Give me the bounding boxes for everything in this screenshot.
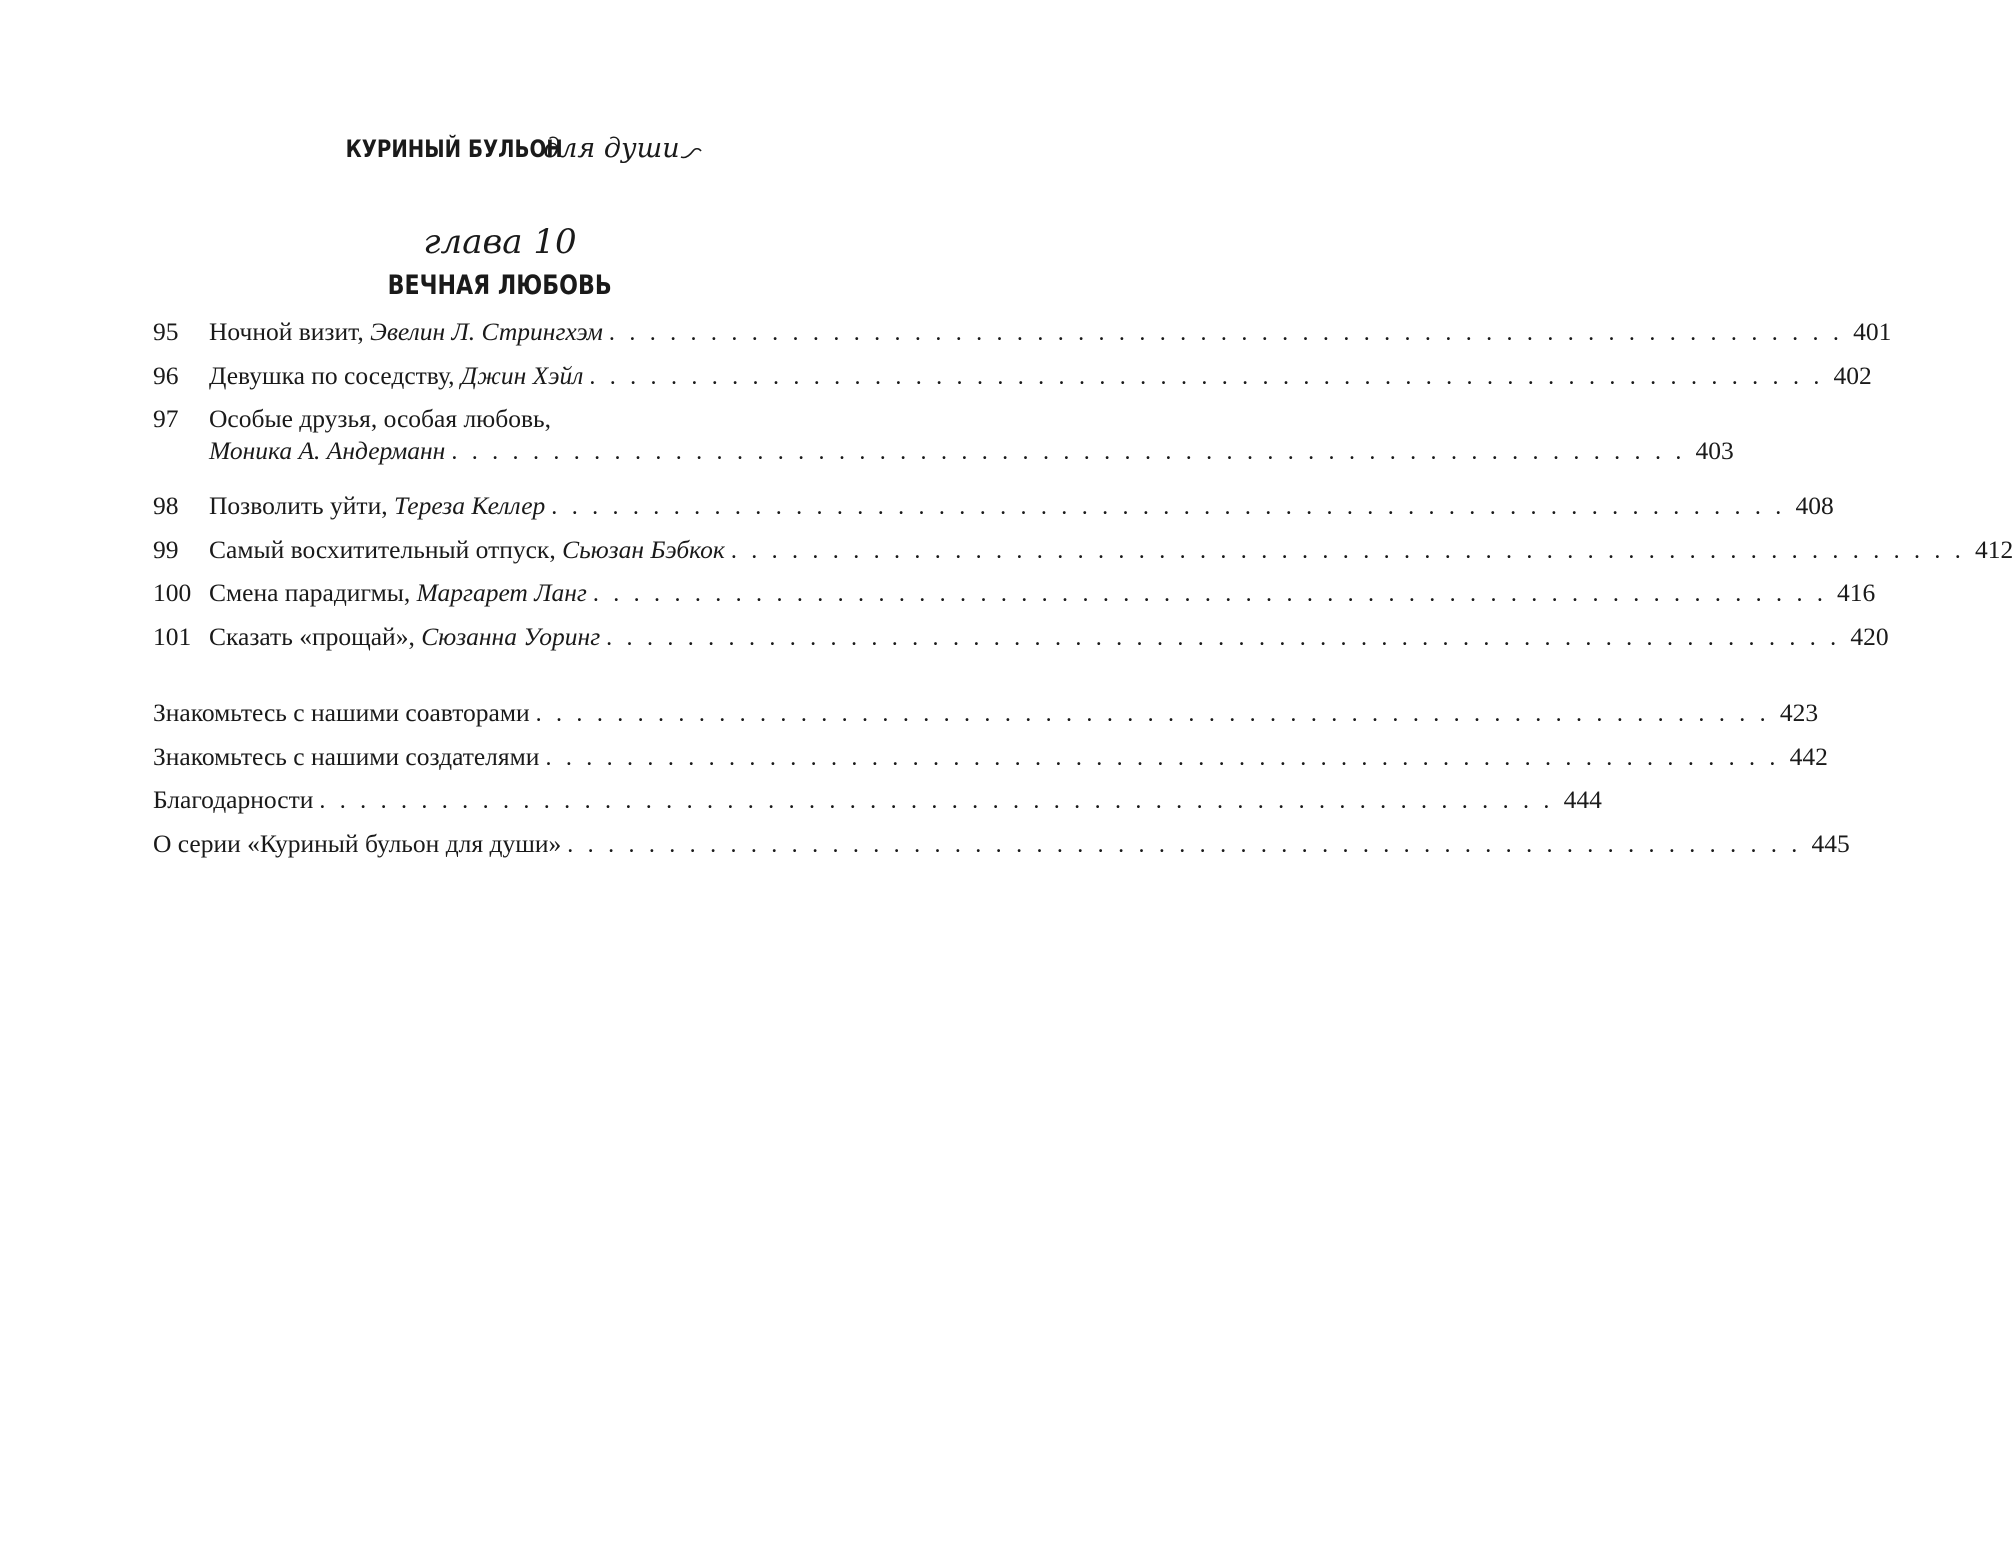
toc-entry[interactable]	[153, 621, 1889, 665]
leader-dots: . . . . . . . . . . . . . . . . . . . . . . . . . . . . . . . . . . . . . . . . . . . . . . . . . . . . . . . . . . . . .	[608, 320, 1844, 346]
running-head-caps: КУРИНЫЙ БУЛЬОН	[346, 135, 564, 163]
story-title: Самый восхитительный отпуск, Сьюзан Бэбкок	[209, 534, 725, 564]
back-matter-title: О серии «Куриный бульон для души»	[153, 828, 562, 858]
back-matter-list	[153, 697, 1850, 871]
leader-dots: . . . . . . . . . . . . . . . . . . . . . . . . . . . . . . . . . . . . . . . . . . . . . . . . . . . . . . . . . . . . .	[451, 439, 1686, 465]
story-number: 96	[153, 360, 179, 390]
toc-entry[interactable]	[153, 316, 1892, 360]
story-title: Ночной визит, Эвелин Л. Стрингхэм	[209, 317, 603, 346]
back-matter-title: Благодарности	[153, 785, 314, 814]
page-number: 442	[1789, 741, 1828, 771]
story-title: Сказать «прощай», Сюзанна Уоринг	[209, 621, 601, 651]
back-matter-title: Знакомьтесь с нашими соавторами	[153, 698, 530, 727]
leader-dots: . . . . . . . . . . . . . . . . . . . . . . . . . . . . . . . . . . . . . . . . . . . . . . . . . . . . . . . . . . . . .	[535, 701, 1770, 727]
back-matter-title: Знакомьтесь с нашими создателями	[153, 741, 540, 771]
page-number: 402	[1833, 360, 1872, 390]
back-matter-entry[interactable]	[153, 697, 1819, 741]
story-title: Девушка по соседству, Джин Хэйл	[209, 360, 584, 390]
story-title: Особые друзья, особая любовь,	[209, 404, 551, 433]
running-head	[0, 133, 1000, 164]
story-number: 95	[153, 317, 179, 346]
story-author: Сьюзан Бэбкок	[562, 534, 725, 564]
page-number: 423	[1779, 698, 1819, 727]
toc-entry[interactable]	[153, 403, 1734, 490]
leader-dots: . . . . . . . . . . . . . . . . . . . . . . . . . . . . . . . . . . . . . . . . . . . . . . . . . . . . . . . . . . . . .	[545, 744, 1780, 771]
chapter-number: глава 10	[423, 222, 577, 262]
leader-dots: . . . . . . . . . . . . . . . . . . . . . . . . . . . . . . . . . . . . . . . . . . . . . . . . . . . . . . . . . . . . .	[567, 831, 1802, 858]
story-author: Моника А. Андерманн	[209, 436, 446, 465]
chapter-title-text: ВЕЧНАЯ ЛЮБОВЬ	[387, 270, 613, 301]
leader-dots: . . . . . . . . . . . . . . . . . . . . . . . . . . . . . . . . . . . . . . . . . . . . . . . . . . . . . . . . . . . . .	[319, 788, 1554, 814]
page-number: 401	[1853, 317, 1892, 346]
story-author: Эвелин Л. Стрингхэм	[370, 317, 603, 346]
leader-dots: . . . . . . . . . . . . . . . . . . . . . . . . . . . . . . . . . . . . . . . . . . . . . . . . . . . . . . . . . . . . .	[589, 363, 1824, 390]
back-matter-entry[interactable]	[153, 741, 1828, 785]
page-number: 444	[1563, 785, 1602, 814]
back-matter-entry[interactable]	[153, 828, 1850, 872]
toc-entry[interactable]	[153, 534, 2013, 578]
page-number: 412	[1975, 534, 2013, 564]
page-number: 416	[1837, 578, 1876, 607]
story-author: Маргарет Ланг	[416, 578, 587, 607]
running-head-script: для души	[543, 133, 680, 164]
story-title: Смена парадигмы, Маргарет Ланг	[209, 578, 587, 607]
chapter-title	[0, 270, 1000, 301]
story-number: 97	[153, 404, 179, 433]
story-author: Сюзанна Уоринг	[421, 621, 601, 651]
story-author: Джин Хэйл	[460, 360, 584, 390]
leader-dots: . . . . . . . . . . . . . . . . . . . . . . . . . . . . . . . . . . . . . . . . . . . . . . . . . . . . . . . . . . . . .	[551, 494, 1786, 520]
story-author: Тереза Келлер	[393, 491, 546, 520]
leader-dots: . . . . . . . . . . . . . . . . . . . . . . . . . . . . . . . . . . . . . . . . . . . . . . . . . . . . . . . . . . . . .	[606, 624, 1841, 651]
toc-entry[interactable]	[153, 490, 1834, 534]
page-number: 408	[1795, 491, 1834, 520]
page-number: 445	[1811, 828, 1850, 858]
swash-ornament	[680, 145, 702, 161]
story-number: 98	[153, 491, 179, 520]
story-title: Позволить уйти, Тереза Келлер	[209, 491, 546, 520]
toc-entry[interactable]	[153, 360, 1872, 404]
story-number: 100	[153, 578, 192, 607]
leader-dots: . . . . . . . . . . . . . . . . . . . . . . . . . . . . . . . . . . . . . . . . . . . . . . . . . . . . . . . . . . . . .	[730, 537, 1966, 564]
story-number: 99	[153, 534, 179, 564]
toc-entry[interactable]	[153, 577, 1876, 621]
back-matter-entry[interactable]	[153, 784, 1602, 828]
leader-dots: . . . . . . . . . . . . . . . . . . . . . . . . . . . . . . . . . . . . . . . . . . . . . . . . . . . . . . . . . . . . .	[592, 581, 1828, 607]
page-number: 403	[1695, 436, 1734, 465]
table-of-contents	[153, 316, 2013, 664]
page-number: 420	[1850, 621, 1889, 651]
story-number: 101	[153, 621, 192, 651]
